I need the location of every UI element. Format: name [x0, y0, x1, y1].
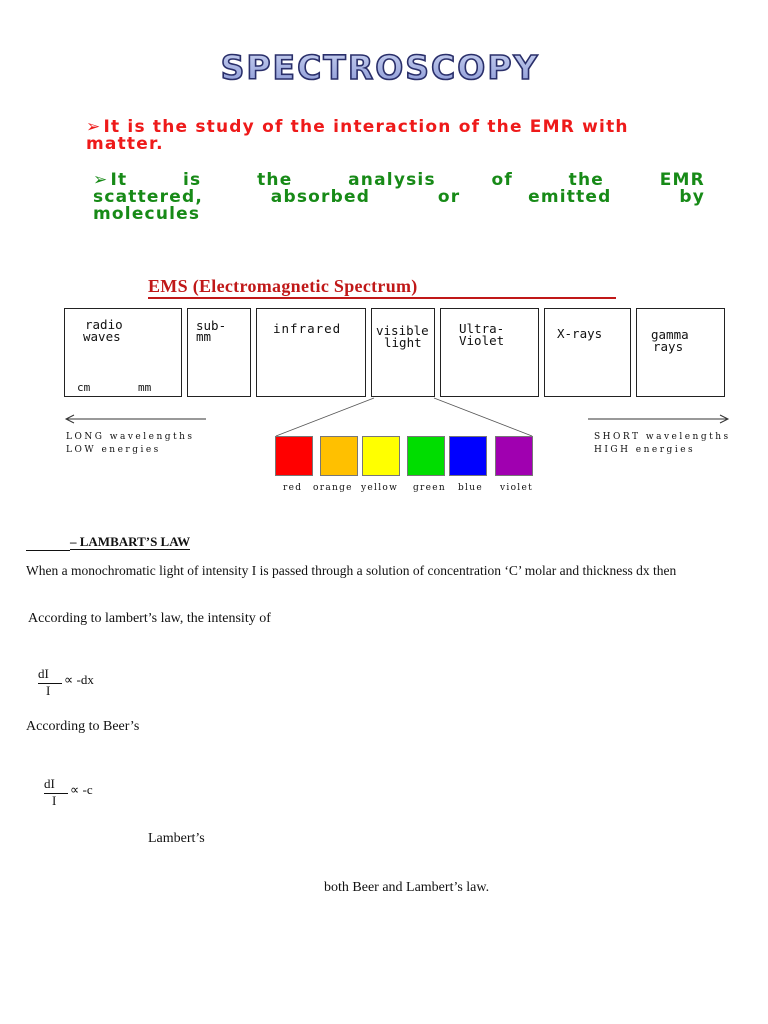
long-wavelength-arrow [66, 415, 206, 423]
swatch-blue [449, 436, 487, 476]
paragraph-combined: both Beer and Lambert’s law. [324, 880, 490, 895]
bullet-definition-text: It is the study of the interaction of the EMR with matter. [86, 117, 629, 154]
band-sub-mm: sub- mm [187, 308, 251, 397]
band-x-rays: X-rays [544, 308, 631, 397]
swatch-label-yellow: yellow [361, 483, 399, 493]
bullet-analysis-line3: molecules [93, 204, 201, 224]
swatch-label-blue: blue [458, 483, 483, 493]
paragraph-intro: When a monochromatic light of intensity I is passed through a solution of concentration ‘C’ molar and thickness dx then [26, 563, 677, 578]
paragraph-lambert: According to lambert’s law, the intensity of [28, 611, 271, 626]
swatch-green [407, 436, 445, 476]
swatch-label-violet: violet [500, 483, 534, 493]
ems-title: EMS (Electromagnetic Spectrum) [148, 276, 418, 296]
bullet-analysis-line1: ➢ It is the analysis of the EMR [93, 170, 705, 190]
swatch-violet [495, 436, 533, 476]
equation-beer: dI I ∝ -c [44, 776, 93, 808]
swatch-label-orange: orange [313, 483, 353, 493]
swatch-label-red: red [283, 483, 303, 493]
ems-title-underline [148, 297, 616, 299]
arrow-bullet-icon: ➢ [86, 117, 102, 137]
page-title [150, 48, 610, 88]
arrow-bullet-icon: ➢ [93, 170, 109, 190]
band-radio-waves: radio waves cm mm [64, 308, 182, 397]
bullet-analysis [93, 172, 705, 223]
short-wavelength-arrow [588, 415, 728, 423]
band-visible-light: visible light [371, 308, 435, 397]
equation-lambert: dI I ∝ -dx [38, 666, 94, 698]
paragraph-beer: According to Beer’s [26, 719, 140, 734]
swatch-orange [320, 436, 358, 476]
section-heading-text: – LAMBART’S LAW [70, 534, 191, 549]
swatch-yellow [362, 436, 400, 476]
bullet-definition [86, 119, 686, 153]
long-wavelength-note: LONG wavelengths LOW energies [66, 432, 195, 455]
bullet-analysis-line2: scattered, absorbed or emitted by [93, 187, 705, 207]
swatch-label-green: green [413, 483, 447, 493]
visible-zoom-lines [276, 398, 532, 436]
swatch-red [275, 436, 313, 476]
band-gamma-rays: gamma rays [636, 308, 725, 397]
paragraph-lambert-name: Lambert’s [148, 831, 205, 846]
page-title-text: SPECTROSCOPY [220, 48, 540, 87]
short-wavelength-note: SHORT wavelengths HIGH energies [594, 432, 731, 455]
band-ultra-violet: Ultra- Violet [440, 308, 539, 397]
section-heading [26, 534, 190, 551]
band-infrared: infrared [256, 308, 366, 397]
